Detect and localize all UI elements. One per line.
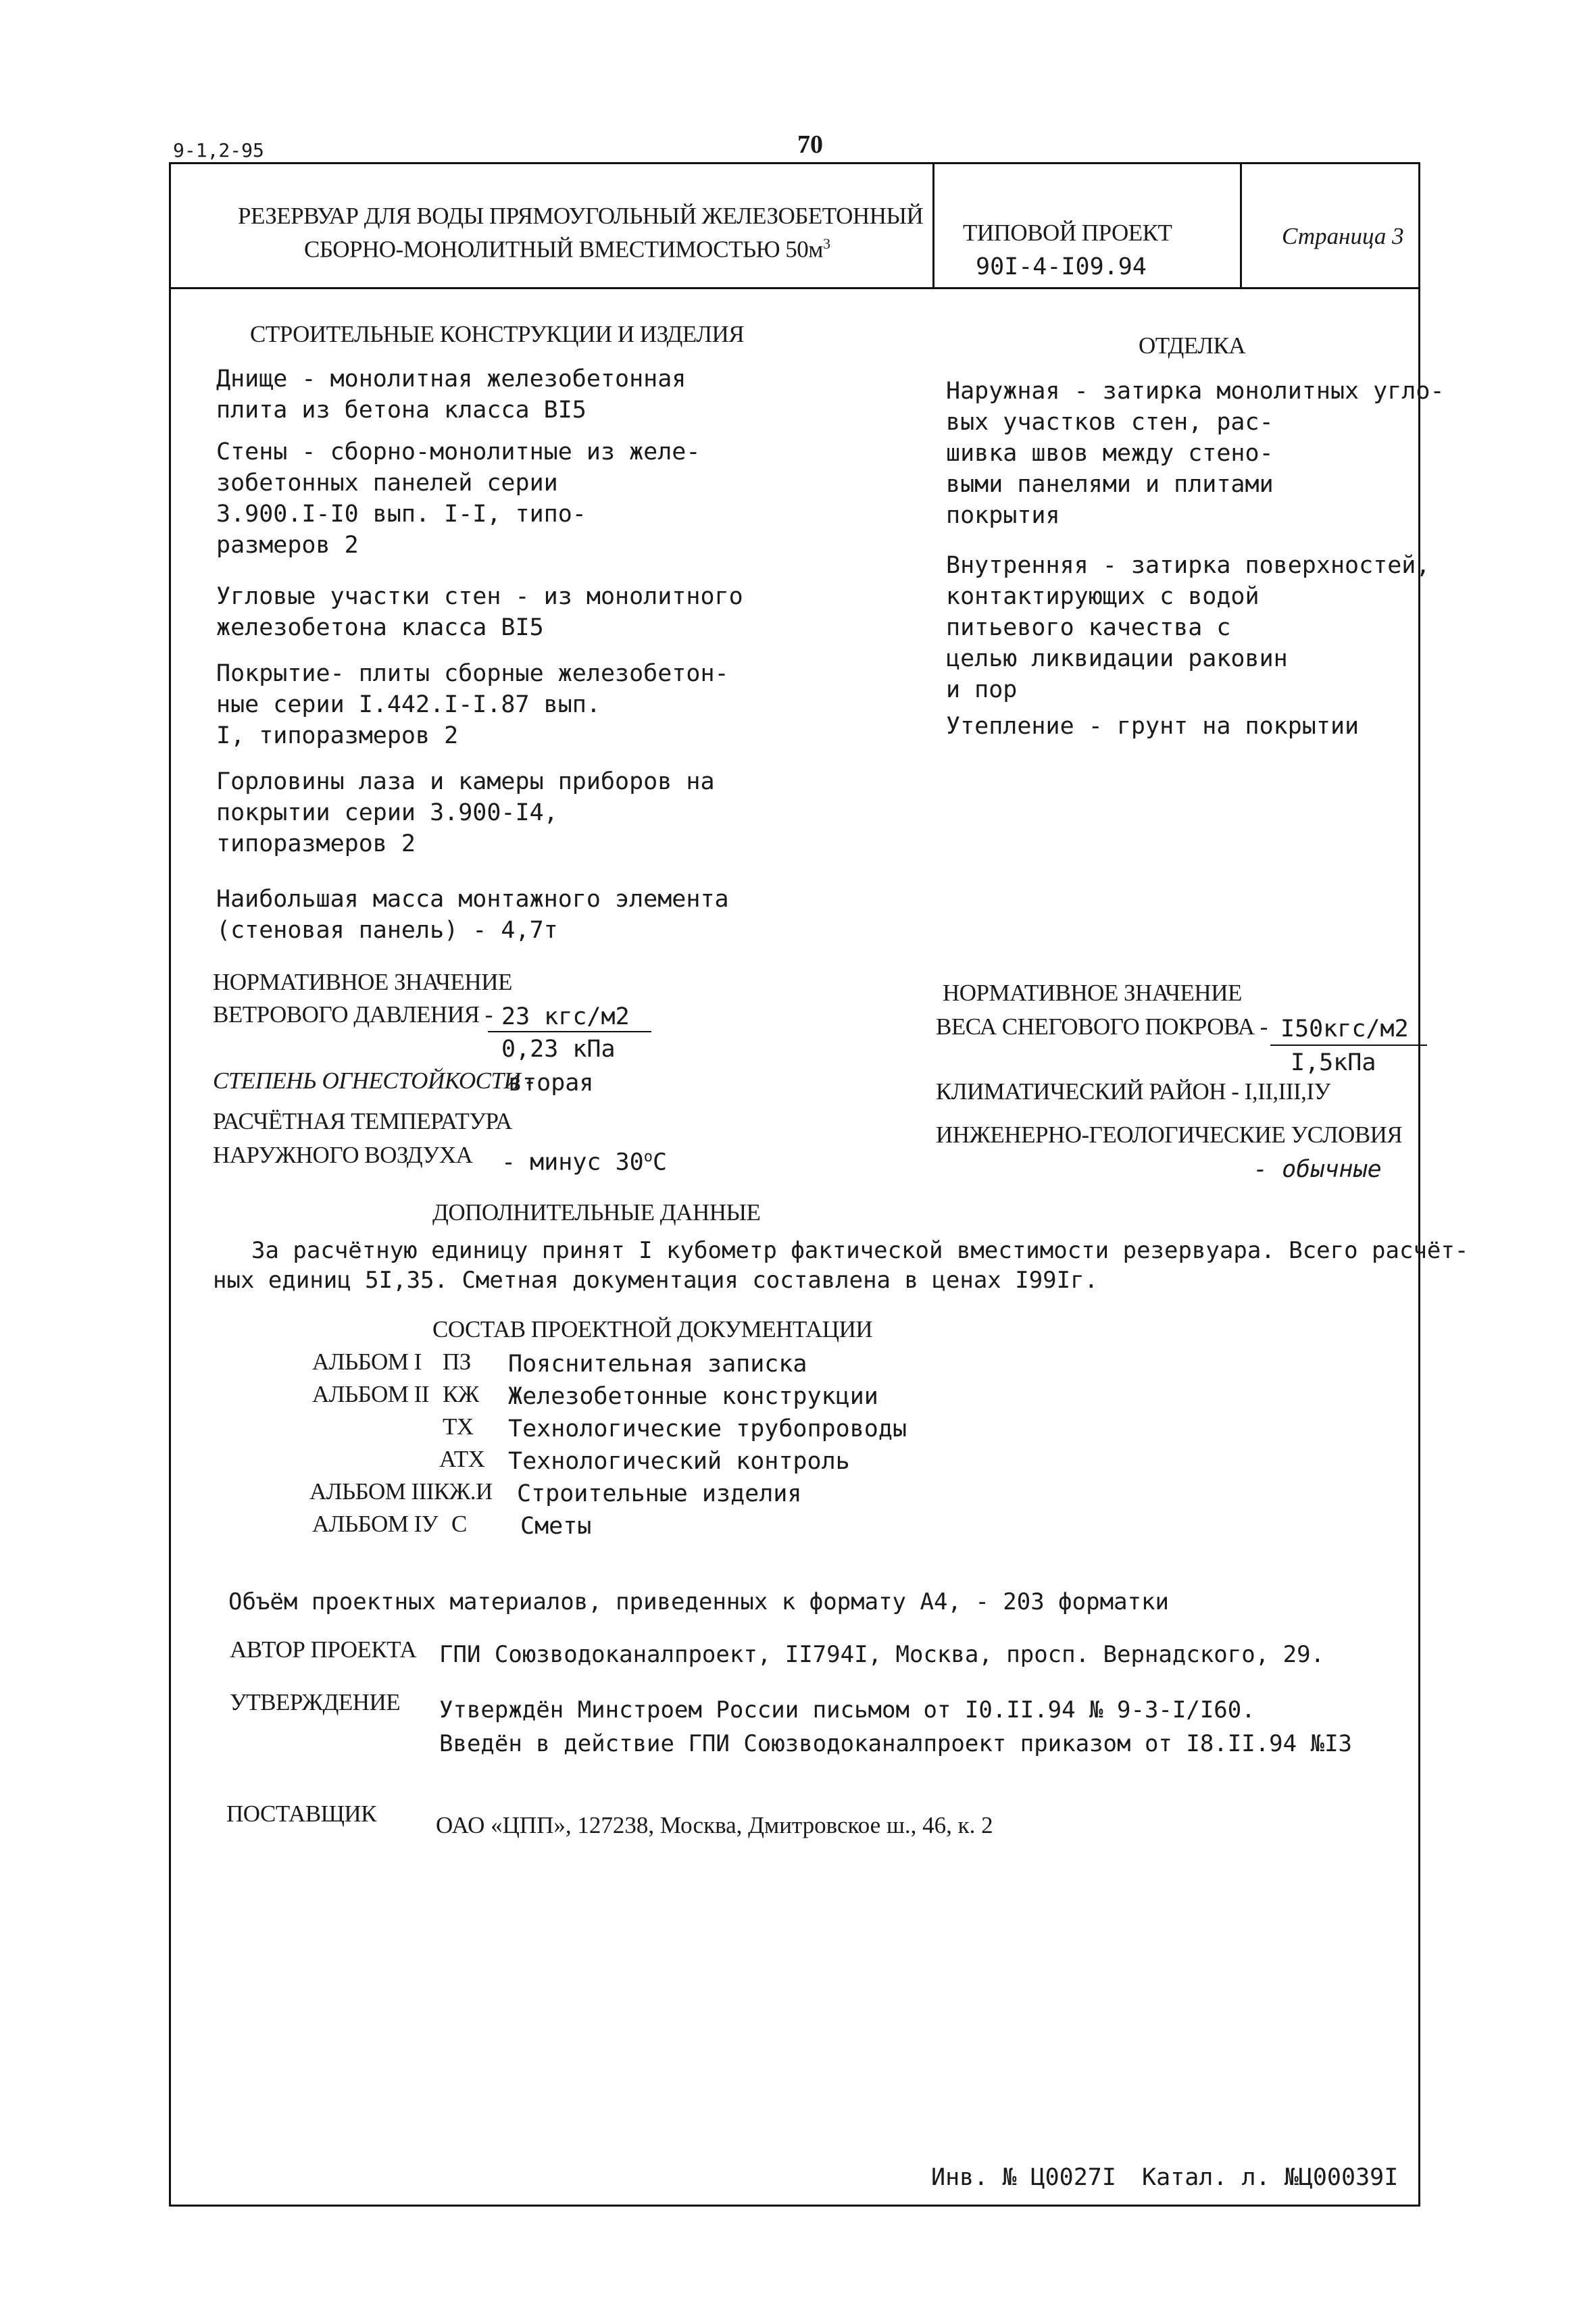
composition-code: АТХ [439, 1446, 485, 1472]
project-label: ТИПОВОЙ ПРОЕКТ [963, 220, 1172, 246]
finishing-heading: ОТДЕЛКА [1139, 332, 1246, 359]
additional-text-line1: За расчётную единицу принят I кубометр фактической вместимости резервуара. Всего расчёт- [251, 1237, 1469, 1264]
supplier-value: ОАО «ЦПП», 127238, Москва, Дмитровское ш., 46, к. 2 [436, 1812, 993, 1838]
finishing-line: покрытия [946, 502, 1060, 529]
approval-line1: Утверждён Минстроем России письмом от I0.II.94 № 9-3-I/I60. [439, 1696, 1255, 1724]
finishing-line: Утепление - грунт на покрытии [946, 713, 1360, 740]
geology-value: - обычные [1253, 1156, 1382, 1183]
fire-value: вторая [508, 1070, 594, 1097]
composition-name: Строительные изделия [517, 1480, 802, 1507]
climate-district: КЛИМАТИЧЕСКИЙ РАЙОН - I,II,III,IУ [936, 1078, 1330, 1105]
wind-value: 23 кгс/м2 [501, 1003, 630, 1030]
constructions-line: I, типоразмеров 2 [216, 722, 459, 749]
page-label: Страница 3 [1282, 223, 1404, 249]
additional-text-line2: ных единиц 5I,35. Сметная документация составлена в ценах I99Iг. [213, 1267, 1099, 1294]
composition-name: Технологические трубопроводы [508, 1415, 907, 1442]
temperature-label-line2: НАРУЖНОГО ВОЗДУХА [213, 1142, 473, 1168]
approval-line2: Введён в действие ГПИ Союзводоканалпроект приказом от I8.II.94 №I3 [439, 1730, 1353, 1757]
composition-code: КЖ.И [434, 1478, 493, 1505]
constructions-line: железобетона класса ВI5 [216, 614, 544, 641]
constructions-line: Днище - монолитная железобетонная [216, 366, 687, 393]
snow-label-line1: НОРМАТИВНОЕ ЗНАЧЕНИЕ [943, 980, 1242, 1006]
composition-code: ТХ [443, 1413, 474, 1440]
constructions-line: размеров 2 [216, 532, 359, 559]
composition-name: Сметы [520, 1513, 592, 1540]
composition-code: С [451, 1511, 467, 1537]
composition-album: АЛЬБОМ II [312, 1381, 429, 1407]
finishing-line: контактирующих с водой [946, 583, 1260, 610]
constructions-line: 3.900.I-I0 вып. I-I, типо- [216, 501, 587, 528]
temperature-label-line1: РАСЧЁТНАЯ ТЕМПЕРАТУРА [213, 1108, 512, 1134]
author-value: ГПИ Союзводоканалпроект, II794I, Москва, просп. Вернадского, 29. [439, 1641, 1325, 1668]
composition-code: КЖ [443, 1381, 479, 1407]
title-block-divider [169, 287, 1418, 289]
approval-label: УТВЕРЖДЕНИЕ [230, 1689, 401, 1715]
series-code: 9-1,2-95 [173, 139, 264, 161]
constructions-line: Горловины лаза и камеры приборов на [216, 768, 715, 795]
document-title-line1: РЕЗЕРВУАР ДЛЯ ВОДЫ ПРЯМОУГОЛЬНЫЙ ЖЕЛЕЗОБЕТОННЫЙ [238, 203, 924, 229]
constructions-heading: СТРОИТЕЛЬНЫЕ КОНСТРУКЦИИ И ИЗДЕЛИЯ [250, 321, 745, 347]
volume-text: Объём проектных материалов, приведенных к формату А4, - 203 форматки [228, 1588, 1169, 1615]
page-number: 70 [797, 130, 823, 159]
wind-value-underline [488, 1031, 651, 1032]
project-number: 90I-4-I09.94 [976, 253, 1147, 280]
constructions-line: Наибольшая масса монтажного элемента [216, 886, 729, 913]
composition-album: АЛЬБОМ III [309, 1478, 434, 1505]
constructions-line: (стеновая панель) - 4,7т [216, 917, 558, 944]
constructions-line: покрытии серии 3.900-I4, [216, 799, 558, 826]
constructions-line: зобетонных панелей серии [216, 470, 558, 497]
composition-album: АЛЬБОМ IУ [312, 1511, 439, 1537]
finishing-line: вых участков стен, рас- [946, 409, 1274, 436]
composition-heading: СОСТАВ ПРОЕКТНОЙ ДОКУМЕНТАЦИИ [432, 1316, 873, 1342]
constructions-line: ные серии I.442.I-I.87 вып. [216, 691, 601, 718]
geology-label: ИНЖЕНЕРНО-ГЕОЛОГИЧЕСКИЕ УСЛОВИЯ [936, 1122, 1403, 1148]
constructions-line: Покрытие- плиты сборные железобетон- [216, 660, 729, 687]
snow-value-kpa: I,5кПа [1291, 1049, 1376, 1076]
composition-name: Технологический контроль [508, 1448, 850, 1475]
author-label: АВТОР ПРОЕКТА [230, 1636, 417, 1663]
title-block-separator-1 [932, 162, 934, 289]
finishing-line: Внутренняя - затирка поверхностей, [946, 552, 1430, 579]
composition-album: АЛЬБОМ I [312, 1349, 422, 1375]
snow-value: I50кгс/м2 [1280, 1015, 1409, 1042]
constructions-line: плита из бетона класса ВI5 [216, 397, 587, 424]
snow-value-underline [1270, 1045, 1427, 1046]
constructions-line: типоразмеров 2 [216, 830, 416, 857]
title-block-separator-2 [1240, 162, 1242, 289]
composition-name: Железобетонные конструкции [508, 1383, 878, 1410]
finishing-line: шивка швов между стено- [946, 440, 1274, 467]
wind-label-line2: ВЕТРОВОГО ДАВЛЕНИЯ - [213, 1001, 493, 1028]
composition-name: Пояснительная записка [508, 1351, 807, 1378]
finishing-line: и пор [946, 676, 1018, 703]
constructions-line: Стены - сборно-монолитные из желе- [216, 438, 701, 466]
wind-value-kpa: 0,23 кПа [501, 1036, 616, 1063]
finishing-line: Наружная - затирка монолитных угло- [946, 378, 1445, 405]
fire-label: СТЕПЕНЬ ОГНЕСТОЙКОСТИ - [213, 1067, 534, 1094]
temperature-value: - минус $30^оС$ [501, 1149, 668, 1176]
finishing-line: выми панелями и плитами [946, 471, 1274, 498]
finishing-line: целью ликвидации раковин [946, 645, 1288, 672]
constructions-line: Угловые участки стен - из монолитного [216, 583, 743, 610]
inventory-number: Инв. № Ц0027I [931, 2164, 1116, 2191]
catalog-number: Катал. л. №Ц00039I [1142, 2164, 1399, 2191]
additional-heading: ДОПОЛНИТЕЛЬНЫЕ ДАННЫЕ [432, 1199, 761, 1226]
finishing-line: питьевого качества с [946, 614, 1231, 641]
snow-label-line2: ВЕСА СНЕГОВОГО ПОКРОВА - [936, 1013, 1268, 1040]
supplier-label: ПОСТАВЩИК [226, 1801, 377, 1827]
composition-code: ПЗ [443, 1349, 471, 1375]
wind-label-line1: НОРМАТИВНОЕ ЗНАЧЕНИЕ [213, 969, 512, 995]
document-title-line2: СБОРНО-МОНОЛИТНЫЙ ВМЕСТИМОСТЬЮ $50м^3$ [304, 235, 830, 263]
